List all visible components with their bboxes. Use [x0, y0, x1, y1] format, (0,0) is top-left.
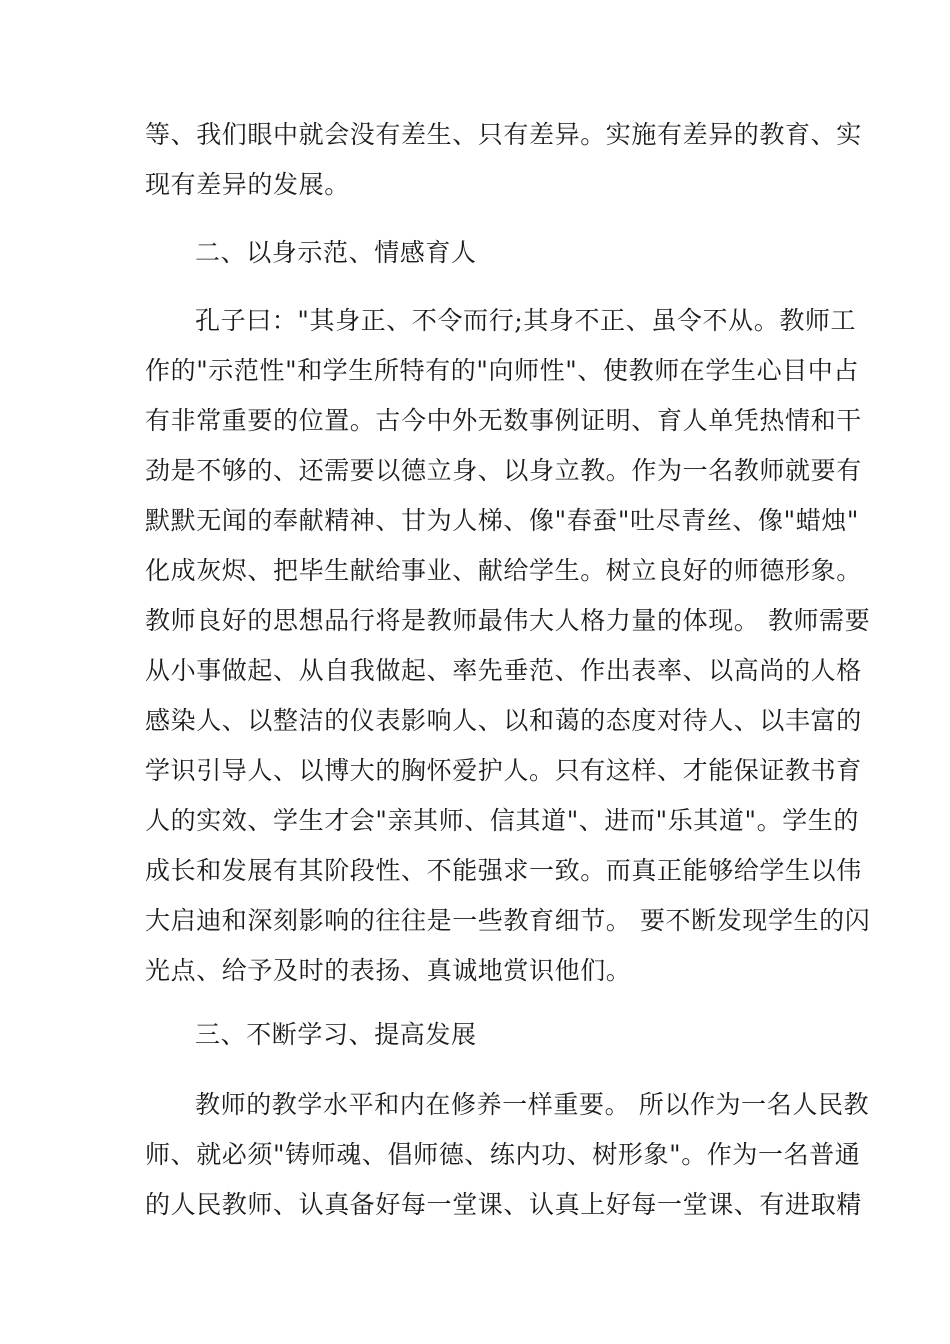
- paragraph-line: 大启迪和深刻影响的往往是一些教育细节。 要不断发现学生的闪: [145, 906, 871, 935]
- paragraph-line: 现有差异的发展。: [145, 170, 350, 199]
- paragraph-line: 化成灰烬、把毕生献给事业、献给学生。树立良好的师德形象。: [145, 556, 862, 585]
- paragraph-line: 从小事做起、从自我做起、率先垂范、作出表率、以高尚的人格: [145, 656, 862, 685]
- paragraph-line: 作的"示范性"和学生所特有的"向师性"、使教师在学生心目中占: [145, 356, 859, 385]
- paragraph-line: 孔子曰："其身正、不令而行;其身不正、虽令不从。教师工: [195, 306, 857, 335]
- section-heading-3: [145, 1010, 809, 1060]
- paragraph-line: 默默无闻的奉献精神、甘为人梯、像"春蚕"吐尽青丝、像"蜡烛": [145, 506, 859, 535]
- paragraph-line: 教师的教学水平和内在修养一样重要。 所以作为一名人民教: [195, 1090, 870, 1119]
- paragraph-learning: [145, 1080, 870, 1230]
- paragraph-line: 教师良好的思想品行将是教师最伟大人格力量的体现。 教师需要: [145, 606, 871, 635]
- paragraph-line: 学识引导人、以博大的胸怀爱护人。只有这样、才能保证教书育: [145, 756, 862, 785]
- paragraph-line: 有非常重要的位置。古今中外无数事例证明、育人单凭热情和干: [145, 406, 862, 435]
- paragraph-line: 成长和发展有其阶段性、不能强求一致。而真正能够给学生以伟: [145, 856, 862, 885]
- section-heading-2: [145, 228, 809, 278]
- paragraph-line: 感染人、以整洁的仪表影响人、以和蔼的态度对待人、以丰富的: [145, 706, 862, 735]
- paragraph-continuation: [145, 110, 862, 210]
- paragraph-line: 人的实效、学生才会"亲其师、信其道"、进而"乐其道"。学生的: [145, 806, 859, 835]
- paragraph-line: 的人民教师、认真备好每一堂课、认真上好每一堂课、有进取精: [145, 1190, 862, 1219]
- paragraph-line: 光点、给予及时的表扬、真诚地赏识他们。: [145, 956, 632, 985]
- paragraph-role-model: [145, 296, 871, 996]
- heading-text: 二、以身示范、情感育人: [195, 238, 477, 267]
- paragraph-line: 师、就必须"铸师魂、倡师德、练内功、树形象"。作为一名普通: [145, 1140, 861, 1169]
- heading-text: 三、不断学习、提高发展: [195, 1020, 477, 1049]
- paragraph-line: 劲是不够的、还需要以德立身、以身立教。作为一名教师就要有: [145, 456, 862, 485]
- paragraph-line: 等、我们眼中就会没有差生、只有差异。实施有差异的教育、实: [145, 120, 862, 149]
